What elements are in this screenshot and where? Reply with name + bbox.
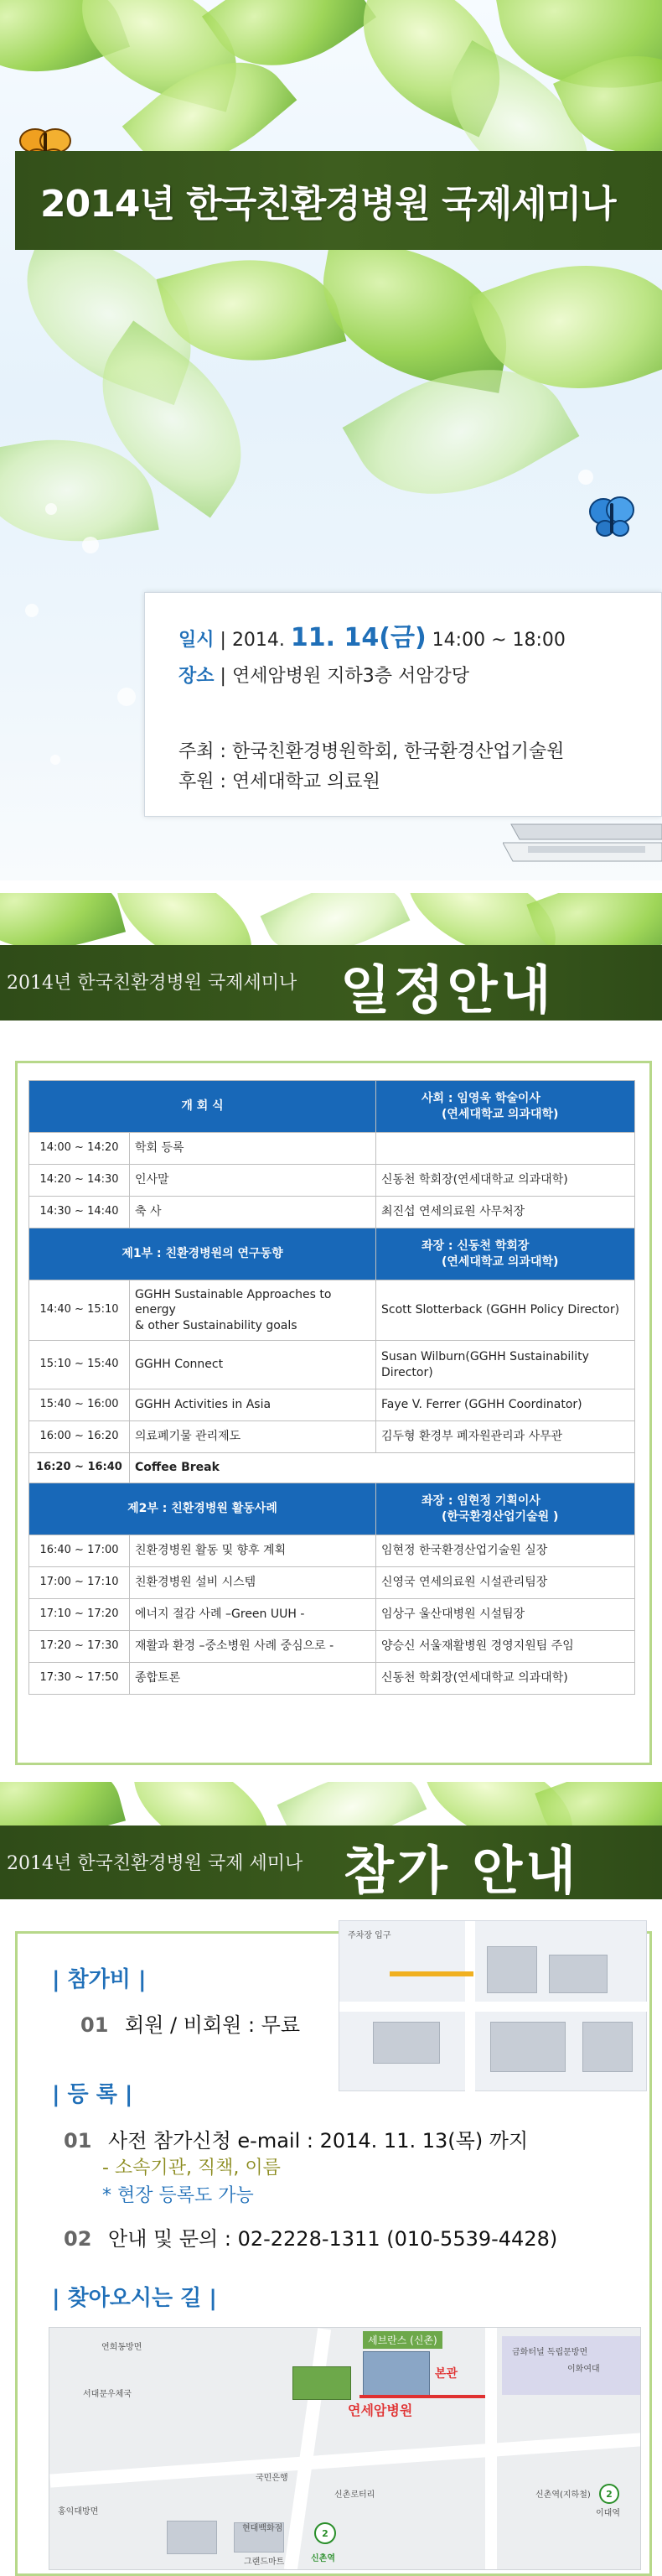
schedule-row <box>29 1280 635 1341</box>
chair-name: 좌장 : 임현정 기획이사 <box>422 1494 540 1509</box>
sponsor-line: 후원 : 연세대학교 의료원 <box>178 771 380 792</box>
coffee-break-row <box>29 1453 635 1483</box>
blue-butterfly-icon <box>587 493 637 540</box>
map-label: 연희동방면 <box>101 2343 142 2352</box>
fee-section-label: | 참가비 | <box>52 1967 147 1992</box>
schedule-row <box>29 1389 635 1421</box>
map-label: 신촌역(지하철) <box>535 2490 591 2500</box>
session-program: 재활과 환경 –중소병원 사례 중심으로 - <box>130 1631 376 1663</box>
place-separator: | <box>220 666 226 687</box>
break-label: Coffee Break <box>130 1453 635 1483</box>
session-label: 제2부 : 친환경병원 활동사례 <box>29 1483 376 1535</box>
contact-line <box>64 2222 557 2251</box>
session-program: 의료폐기물 관리제도 <box>130 1421 376 1453</box>
map-building <box>292 2366 351 2400</box>
session-time: 14:20 ~ 14:30 <box>29 1165 130 1197</box>
session-speaker: 신동천 학회장(연세대학교 의과대학) <box>376 1165 635 1197</box>
schedule-row <box>29 1535 635 1567</box>
schedule-row <box>29 1599 635 1631</box>
onsite-registration-note: * 현장 등록도 가능 <box>102 2185 254 2206</box>
registration-header-band <box>0 1826 662 1899</box>
registration-number: 01 <box>64 2129 92 2153</box>
contact-number: 02 <box>64 2227 92 2251</box>
map-building <box>549 1955 608 1993</box>
session-speaker: 임상구 울산대병원 시설팀장 <box>376 1599 635 1631</box>
contact-text: 안내 및 문의 : 02-2228-1311 (010-5539-4428) <box>108 2227 558 2251</box>
campus-map[interactable] <box>339 1920 647 2091</box>
date-separator: | <box>220 630 226 651</box>
seminar-title-band <box>15 151 662 250</box>
map-label: 이화여대 <box>567 2365 600 2374</box>
fee-line <box>80 2008 300 2038</box>
schedule-row <box>29 1341 635 1389</box>
host-line: 주최 : 한국친환경병원학회, 한국환경산업기술원 <box>178 741 565 762</box>
map-building <box>167 2521 217 2554</box>
map-label: 홍익대방면 <box>58 2507 99 2516</box>
registration-section <box>0 1782 662 2576</box>
chair-affiliation: (한국환경산업기술원 ) <box>442 1509 559 1524</box>
bubble-decoration <box>50 755 60 765</box>
subway-station-icon: 2 <box>314 2522 336 2544</box>
session-chair <box>376 1228 635 1280</box>
map-building <box>490 2022 566 2072</box>
session-time: 16:40 ~ 17:00 <box>29 1535 130 1567</box>
date-year: 2014. <box>231 630 285 651</box>
map-label: 서대문우체국 <box>83 2390 132 2399</box>
schedule-section <box>0 893 662 1769</box>
registration-band-subtitle: 2014년 한국친환경병원 국제 세미나 <box>7 1853 303 1874</box>
directions-section-label: | 찾아오시는 길 | <box>52 2286 217 2311</box>
fee-number: 01 <box>80 2013 109 2037</box>
session-time: 17:30 ~ 17:50 <box>29 1663 130 1695</box>
session-label: 제1부 : 친환경병원의 연구동향 <box>29 1228 376 1280</box>
session-time: 17:10 ~ 17:20 <box>29 1599 130 1631</box>
session-label: 개 회 식 <box>29 1081 376 1133</box>
session-speaker: 최진섭 연세의료원 사무처장 <box>376 1197 635 1228</box>
session-chair <box>376 1483 635 1535</box>
session-speaker: 임현정 한국환경산업기술원 실장 <box>376 1535 635 1567</box>
session-program: 축 사 <box>130 1197 376 1228</box>
map-route <box>390 1971 473 1976</box>
chair-affiliation: (연세대학교 의과대학) <box>442 1254 559 1269</box>
map-building <box>487 1946 537 1993</box>
break-time: 16:20 ~ 16:40 <box>29 1453 130 1483</box>
map-label: 신촌로터리 <box>334 2490 375 2500</box>
date-row <box>178 616 566 653</box>
fee-text: 회원 / 비회원 : 무료 <box>125 2013 301 2037</box>
session-program: GGHH Connect <box>130 1341 376 1389</box>
session-time: 17:00 ~ 17:10 <box>29 1567 130 1599</box>
place-value: 연세암병원 지하3층 서암강당 <box>231 666 469 687</box>
session-time: 14:00 ~ 14:20 <box>29 1133 130 1165</box>
bubble-decoration <box>25 604 39 617</box>
registration-sub-info: - 소속기관, 직책, 이름 <box>102 2158 281 2179</box>
chair-name: 사회 : 임영욱 학술이사 <box>422 1092 540 1106</box>
map-label: 국민은행 <box>256 2474 288 2483</box>
schedule-row <box>29 1567 635 1599</box>
schedule-band-title: 일정안내 <box>340 959 555 1021</box>
session-program: 종합토론 <box>130 1663 376 1695</box>
session-program: 친환경병원 활동 및 향후 계획 <box>130 1535 376 1567</box>
event-info-box <box>144 592 662 817</box>
map-building <box>373 2022 440 2064</box>
schedule-row <box>29 1663 635 1695</box>
laptop-illustration-icon <box>503 818 662 868</box>
session-speaker: 신동천 학회장(연세대학교 의과대학) <box>376 1663 635 1695</box>
map-building <box>363 2351 430 2398</box>
session-time: 17:20 ~ 17:30 <box>29 1631 130 1663</box>
schedule-section-header <box>29 1228 635 1280</box>
date-day: 11. 14(금) <box>290 623 427 652</box>
map-route <box>359 2395 485 2398</box>
date-time: 14:00 ~ 18:00 <box>432 630 566 651</box>
map-label: 연세암병원 <box>348 2402 413 2418</box>
chair-name: 좌장 : 신동천 학회장 <box>422 1239 530 1254</box>
session-speaker: Susan Wilburn(GGHH Sustainability Director) <box>376 1341 635 1389</box>
subway-station-icon: 2 <box>599 2484 619 2504</box>
bubble-decoration <box>117 688 136 706</box>
program-line: & other Sustainability goals <box>135 1318 297 1332</box>
map-label: 주차장 입구 <box>348 1931 391 1940</box>
session-speaker: 신영국 연세의료원 시설관리팀장 <box>376 1567 635 1599</box>
session-program: 인사말 <box>130 1165 376 1197</box>
schedule-section-header <box>29 1483 635 1535</box>
schedule-header-band <box>0 945 662 1021</box>
map-label: 현대백화점 <box>242 2524 283 2533</box>
map-label: 신촌역 <box>311 2554 335 2563</box>
registration-text: 사전 참가신청 e-mail : 2014. 11. 13(목) 까지 <box>108 2129 529 2153</box>
session-time: 16:00 ~ 16:20 <box>29 1421 130 1453</box>
registration-section-label: | 등 록 | <box>52 2082 133 2107</box>
session-program: 친환경병원 설비 시스템 <box>130 1567 376 1599</box>
bubble-decoration <box>82 537 99 553</box>
session-time: 14:30 ~ 14:40 <box>29 1197 130 1228</box>
session-speaker: Scott Slotterback (GGHH Policy Director) <box>376 1280 635 1341</box>
registration-line <box>64 2124 528 2153</box>
session-program: 학회 등록 <box>130 1133 376 1165</box>
hero-section <box>0 0 662 880</box>
session-program: GGHH Activities in Asia <box>130 1389 376 1421</box>
registration-band-title: 참가 안내 <box>344 1840 580 1901</box>
schedule-row <box>29 1133 635 1165</box>
schedule-row <box>29 1197 635 1228</box>
schedule-row <box>29 1165 635 1197</box>
map-label: 이대역 <box>596 2509 620 2518</box>
session-speaker <box>376 1133 635 1165</box>
schedule-row <box>29 1421 635 1453</box>
map-building <box>582 2022 633 2072</box>
session-chair <box>376 1081 635 1133</box>
schedule-band-subtitle: 2014년 한국친환경병원 국제세미나 <box>7 973 297 994</box>
session-time: 15:10 ~ 15:40 <box>29 1341 130 1389</box>
bubble-decoration <box>45 503 57 515</box>
seminar-title: 2014년 한국친환경병원 국제세미나 <box>40 183 616 226</box>
map-label: 세브란스 (신촌) <box>363 2331 442 2349</box>
schedule-section-header <box>29 1081 635 1133</box>
session-speaker: 김두형 환경부 폐자원관리과 사무관 <box>376 1421 635 1453</box>
session-program: 에너지 절감 사례 –Green UUH - <box>130 1599 376 1631</box>
session-time: 14:40 ~ 15:10 <box>29 1280 130 1341</box>
session-time: 15:40 ~ 16:00 <box>29 1389 130 1421</box>
schedule-table <box>28 1080 635 1695</box>
bubble-decoration <box>578 470 593 485</box>
session-program <box>130 1280 376 1341</box>
schedule-row <box>29 1631 635 1663</box>
date-label: 일시 <box>178 630 215 651</box>
map-label: 그랜드마트 <box>244 2558 285 2567</box>
chair-affiliation: (연세대학교 의과대학) <box>442 1107 559 1121</box>
place-row <box>178 662 469 688</box>
map-label: 금화터널 독립문방면 <box>512 2348 588 2357</box>
place-label: 장소 <box>178 666 215 687</box>
map-label: 본관 <box>435 2367 458 2381</box>
session-speaker: 양승신 서울재활병원 경영지원팀 주임 <box>376 1631 635 1663</box>
directions-map[interactable] <box>49 2327 641 2570</box>
session-speaker: Faye V. Ferrer (GGHH Coordinator) <box>376 1389 635 1421</box>
program-line: GGHH Sustainable Approaches to energy <box>135 1288 332 1317</box>
